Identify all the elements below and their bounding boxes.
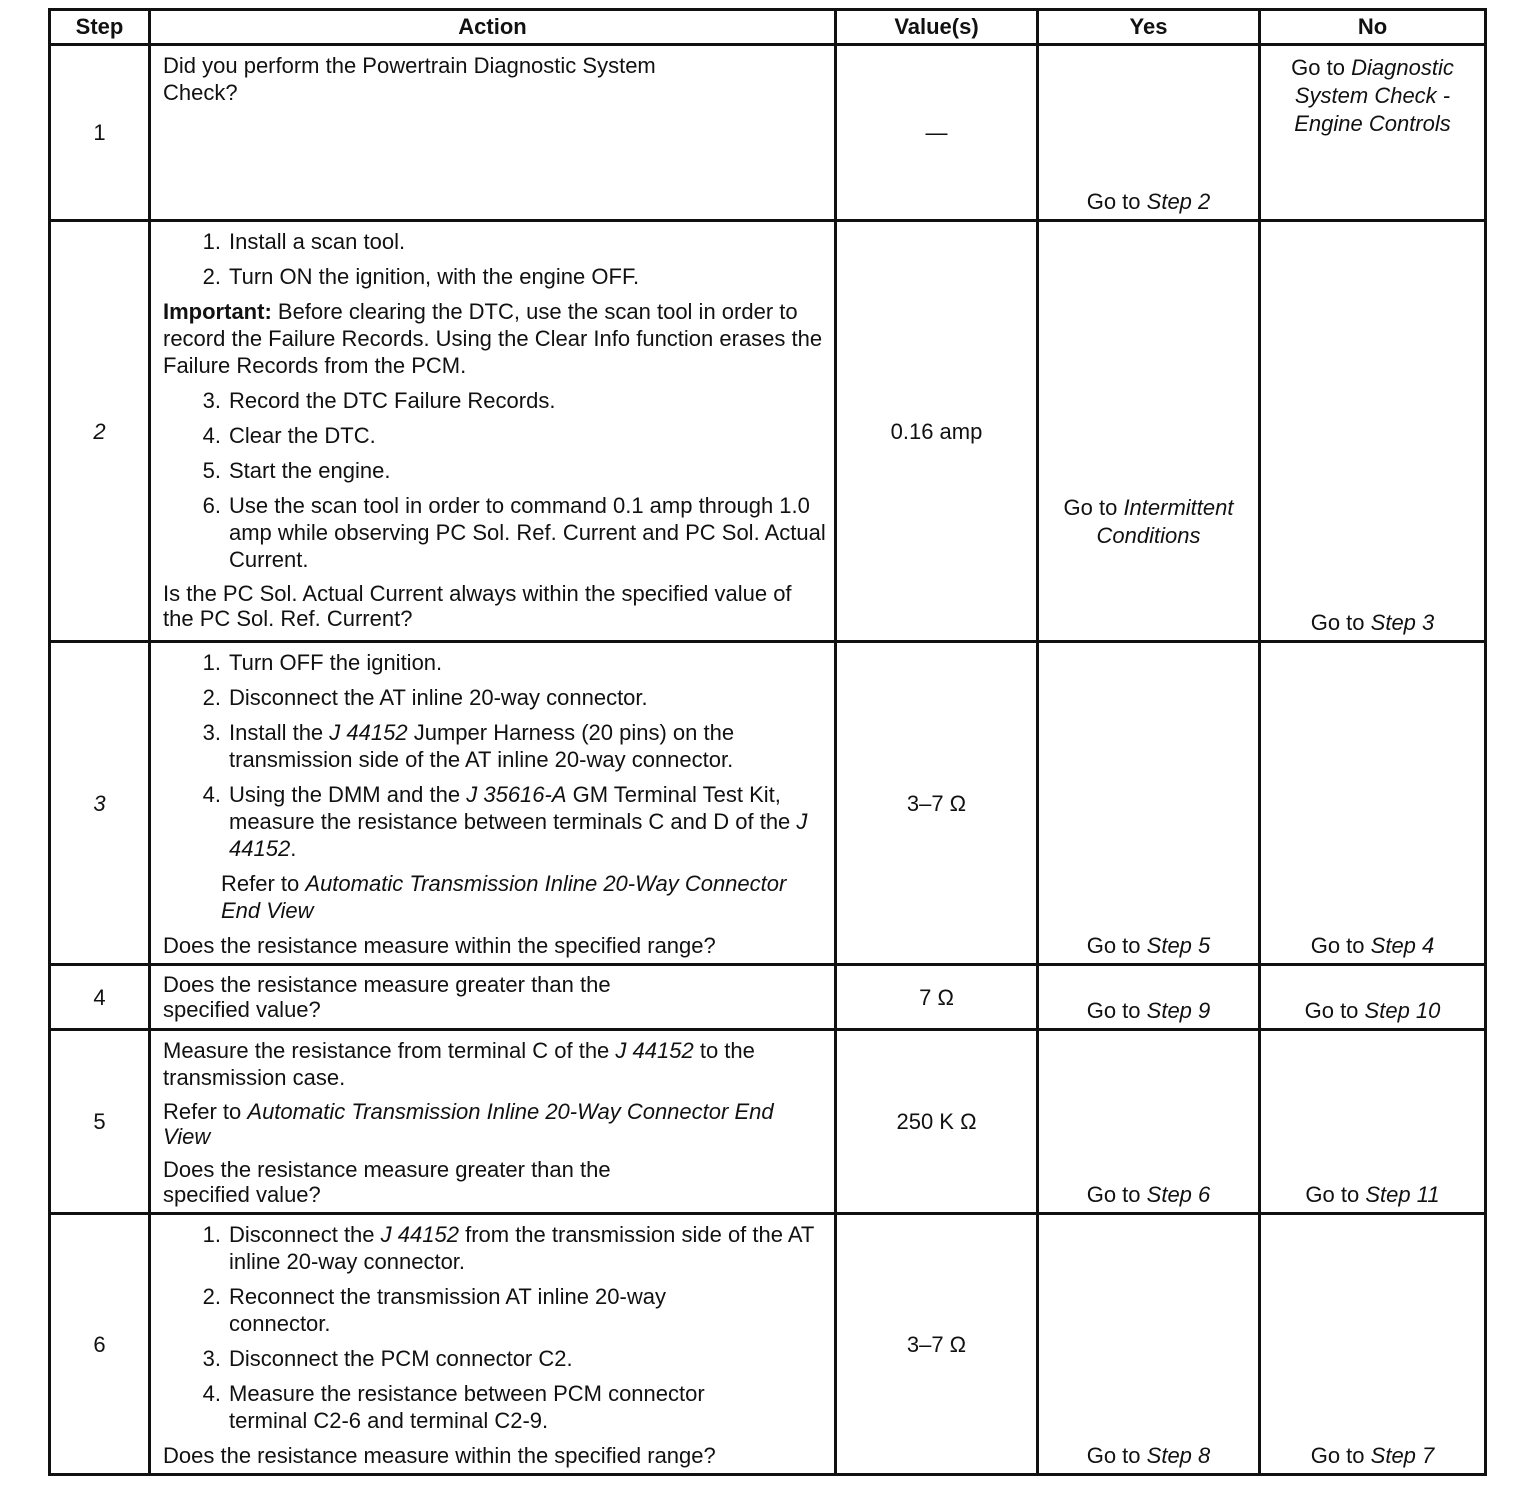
yes-link[interactable]: Go to Step 6 xyxy=(1086,1182,1211,1207)
table-row xyxy=(50,965,1486,1030)
tool-ref: J 44152 xyxy=(615,1038,694,1063)
yes-cell xyxy=(1038,642,1260,965)
value-cell: 250 K Ω xyxy=(836,1030,1038,1214)
refer-note: Refer to Automatic Transmission Inline 20-Way Connector End View xyxy=(163,1099,774,1149)
value-cell: 0.16 amp xyxy=(836,221,1038,642)
table-row xyxy=(50,1030,1486,1214)
step-number: 2 xyxy=(50,221,150,642)
action-cell xyxy=(150,221,836,642)
list-item: 4. Clear the DTC. xyxy=(202,423,376,448)
no-link[interactable]: Go to Step 3 xyxy=(1310,610,1435,635)
header-no: No xyxy=(1260,10,1486,45)
header-yes: Yes xyxy=(1038,10,1260,45)
list-item: 1. Install a scan tool. xyxy=(202,229,406,254)
action-cell xyxy=(150,1030,836,1214)
question-text: Does the resistance measure within the specified range? xyxy=(163,933,716,958)
header-values: Value(s) xyxy=(836,10,1038,45)
tool-ref: J 35616-A xyxy=(466,782,567,807)
table-row xyxy=(50,221,1486,642)
yes-cell xyxy=(1038,965,1260,1030)
no-cell xyxy=(1260,1214,1486,1475)
step-number: 5 xyxy=(50,1030,150,1214)
no-cell xyxy=(1260,221,1486,642)
yes-cell xyxy=(1038,1030,1260,1214)
yes-link[interactable]: Go to Step 5 xyxy=(1086,933,1211,958)
step-number: 6 xyxy=(50,1214,150,1475)
no-cell xyxy=(1260,45,1486,221)
value-cell: — xyxy=(836,45,1038,221)
diagnostic-table xyxy=(48,8,1487,1476)
list-item: 2. Turn ON the ignition, with the engine OFF. xyxy=(202,264,640,289)
list-item: 2. Disconnect the AT inline 20-way connector. xyxy=(202,685,648,710)
no-link[interactable]: Go to Step 11 xyxy=(1305,1182,1440,1207)
table-row xyxy=(50,45,1486,221)
action-text: Did you perform the Powertrain Diagnostic System Check? xyxy=(163,53,656,105)
no-link[interactable]: Go to Step 4 xyxy=(1310,933,1435,958)
no-cell xyxy=(1260,965,1486,1030)
question-text: Does the resistance measure within the specified range? xyxy=(163,1443,716,1468)
header-row xyxy=(50,10,1486,45)
no-cell xyxy=(1260,642,1486,965)
yes-link[interactable]: Go to Step 2 xyxy=(1086,189,1211,214)
yes-cell xyxy=(1038,45,1260,221)
list-item: 6. Use the scan tool in order to command 0.1 amp through 1.0 amp while observing PC Sol. Ref. Current and PC Sol. Actual Current. xyxy=(202,493,826,572)
yes-link[interactable]: Go to Step 8 xyxy=(1086,1443,1211,1468)
value-cell: 7 Ω xyxy=(836,965,1038,1030)
list-item: 2. Reconnect the transmission AT inline 20-way connector. xyxy=(202,1284,666,1336)
action-cell xyxy=(150,45,836,221)
table-row xyxy=(50,1214,1486,1475)
list-item: 3. Install the J 44152 Jumper Harness (20 pins) on the transmission side of the AT inline 20-way connector. xyxy=(202,720,735,772)
procedure-list xyxy=(163,387,826,573)
procedure-list xyxy=(163,228,826,290)
header-action: Action xyxy=(150,10,836,45)
measure-text: Measure the resistance from terminal C of the J 44152 to the transmission case. xyxy=(163,1038,755,1090)
procedure-list xyxy=(163,649,826,862)
list-item: 1. Turn OFF the ignition. xyxy=(202,650,443,675)
step-number: 1 xyxy=(50,45,150,221)
yes-link[interactable]: Go to Step 9 xyxy=(1086,998,1211,1023)
question-text: Is the PC Sol. Actual Current always within the specified value of the PC Sol. Ref. Current? xyxy=(163,581,792,631)
list-item: 3. Disconnect the PCM connector C2. xyxy=(202,1346,573,1371)
refer-note: Refer to Automatic Transmission Inline 20-Way Connector End View xyxy=(221,871,787,923)
list-item: 1. Disconnect the J 44152 from the transmission side of the AT inline 20-way connector. xyxy=(202,1222,814,1274)
list-item: 4. Using the DMM and the J 35616-A GM Terminal Test Kit, measure the resistance between terminals C and D of the J 44152. xyxy=(202,782,808,861)
no-link[interactable]: Go to Step 10 xyxy=(1304,998,1441,1023)
important-note: Important: Before clearing the DTC, use the scan tool in order to record the Failure Records. Using the Clear Info function erases the Failure Records from the PCM. xyxy=(163,299,823,378)
no-cell xyxy=(1260,1030,1486,1214)
question-text: Does the resistance measure greater than the specified value? xyxy=(163,1157,611,1207)
reference-link[interactable]: Automatic Transmission Inline 20-Way Connector End View xyxy=(221,871,787,923)
question-text: Does the resistance measure greater than the specified value? xyxy=(163,972,611,1022)
list-item: 5. Start the engine. xyxy=(202,458,391,483)
value-cell: 3–7 Ω xyxy=(836,1214,1038,1475)
tool-ref: J 44152 xyxy=(329,720,408,745)
list-item: 3. Record the DTC Failure Records. xyxy=(202,388,556,413)
action-cell xyxy=(150,1214,836,1475)
action-cell xyxy=(150,965,836,1030)
no-link[interactable]: Go to Step 7 xyxy=(1310,1443,1435,1468)
table-row xyxy=(50,642,1486,965)
yes-cell xyxy=(1038,221,1260,642)
step-number: 4 xyxy=(50,965,150,1030)
tool-ref: J 44152 xyxy=(229,809,808,861)
header-step: Step xyxy=(50,10,150,45)
yes-link[interactable]: Go to Intermittent Conditions xyxy=(1063,495,1234,548)
value-cell: 3–7 Ω xyxy=(836,642,1038,965)
no-link[interactable]: Go to Diagnostic System Check - Engine Controls xyxy=(1291,55,1454,136)
procedure-list xyxy=(163,1221,826,1434)
action-cell xyxy=(150,642,836,965)
list-item: 4. Measure the resistance between PCM connector terminal C2-6 and terminal C2-9. xyxy=(202,1381,705,1433)
yes-cell xyxy=(1038,1214,1260,1475)
reference-link[interactable]: Automatic Transmission Inline 20-Way Connector End View xyxy=(163,1099,774,1149)
tool-ref: J 44152 xyxy=(380,1222,459,1247)
step-number: 3 xyxy=(50,642,150,965)
